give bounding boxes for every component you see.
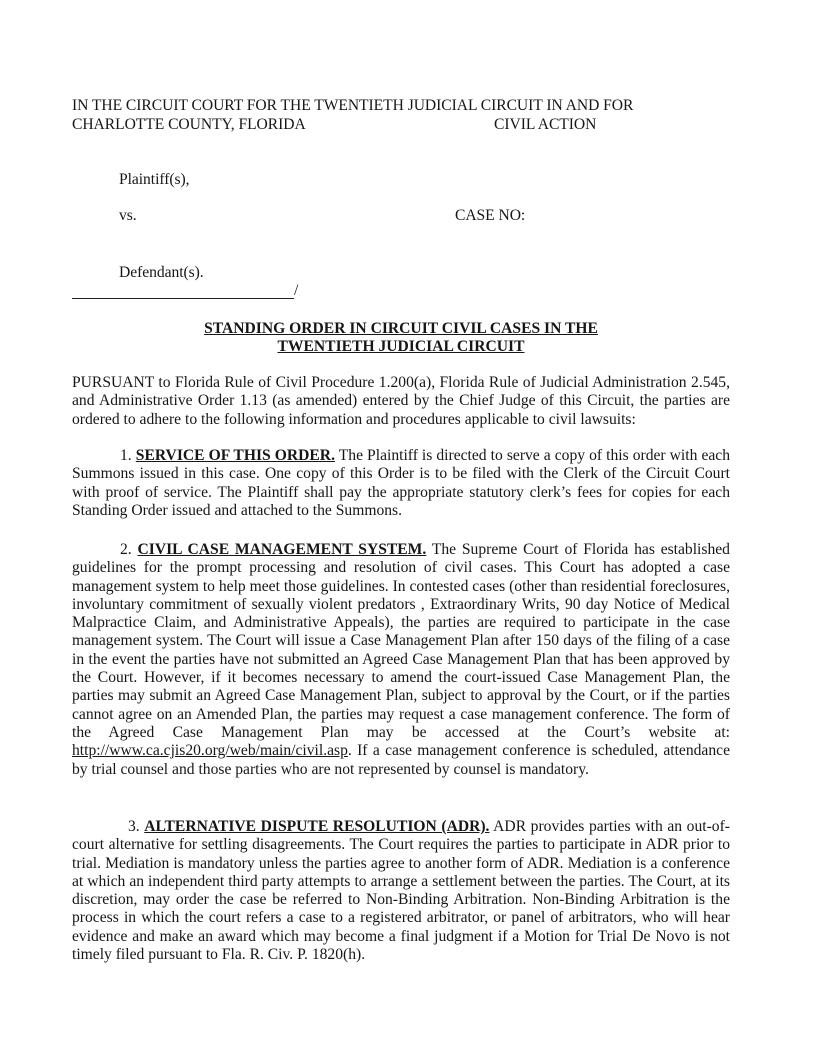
caption-court-line: IN THE CIRCUIT COURT FOR THE TWENTIETH JUDICIAL CIRCUIT IN AND FOR <box>72 97 634 114</box>
section-3-number: 3. <box>128 818 140 835</box>
section-case-management <box>72 541 730 779</box>
section-adr <box>72 818 730 964</box>
signature-rule <box>72 298 294 299</box>
section-2-heading: CIVIL CASE MANAGEMENT SYSTEM. <box>137 541 427 558</box>
section-2-body-after: . If a case management conference is scheduled, attendance by trial counsel and those parties who are not represented by counsel is mandatory. <box>72 742 730 778</box>
defendant-label: Defendant(s). <box>119 264 204 281</box>
order-title-line-1: STANDING ORDER IN CIRCUIT CIVIL CASES IN THE <box>204 320 598 337</box>
section-2-number: 2. <box>120 541 132 558</box>
intro-paragraph: PURSUANT to Florida Rule of Civil Procedure 1.200(a), Florida Rule of Judicial Administration 2.545, and Administrative Order 1.13 (as amended) entered by the Chief Judge of this Circuit, the parties are ordered to adhere to the following information and procedures applicable to civil lawsuits: <box>72 374 730 428</box>
caption-county: CHARLOTTE COUNTY, FLORIDA <box>72 116 306 133</box>
section-1-body: The Plaintiff is directed to serve a copy of this order with each Summons issued in this case. One copy of this Order is to be filed with the Clerk of the Circuit Court with proof of service. The Plaintiff shall pay the appropriate statutory clerk’s fees for copies for each Standing Order issued and attached to the Summons. <box>72 447 731 519</box>
section-3-body: ADR provides parties with an out-of-court alternative for settling disagreements. The Court requires the parties to participate in ADR prior to trial. Mediation is mandatory unless the parties agree to another form of ADR. Mediation is a conference at which an independent third party attempts to arrange a settlement between the parties. The Court, at its discretion, may order the case be referred to Non-Binding Arbitration. Non-Binding Arbitration is the process in which the court refers a case to a registered arbitrator, or panel of arbitrators, who will hear evidence and make an award which may become a final judgment if a Motion for Trial De Novo is not timely filed pursuant to Fla. R. Civ. P. 1820(h). <box>72 818 730 964</box>
versus-label: vs. <box>119 207 137 224</box>
section-1-heading: SERVICE OF THIS ORDER. <box>135 447 335 464</box>
order-title-line-2: TWENTIETH JUDICIAL CIRCUIT <box>277 338 525 355</box>
caption-civil-action: CIVIL ACTION <box>494 116 597 133</box>
case-number-label: CASE NO: <box>455 207 526 224</box>
civil-website-link[interactable]: http://www.ca.cjis20.org/web/main/civil.asp <box>72 742 348 760</box>
section-service <box>72 447 730 520</box>
section-3-heading: ALTERNATIVE DISPUTE RESOLUTION (ADR). <box>144 818 490 835</box>
section-1-number: 1. <box>120 447 132 464</box>
section-2-body: The Supreme Court of Florida has established guidelines for the prompt processing and resolution of civil cases. This Court has adopted a case management system to help meet those guidelines. In contested cases (other than residential foreclosures, involuntary commitment of sexually violent predators , Extraordinary Writs, 90 day Notice of Medical Malpractice Claim, and Administrative Appeals), the parties are required to participate in the case management system. The Court will issue a Case Management Plan after 150 days of the filing of a case in the event the parties have not submitted an Agreed Case Management Plan that has been approved by the Court. However, if it becomes necessary to amend the court-issued Case Management Plan, the parties may submit an Agreed Case Management Plan, subject to approval by the Court, or if the parties cannot agree on an Amended Plan, the parties may request a case management conference. The form of the Agreed Case Management Plan may be accessed at the Court’s website at: <box>72 541 730 741</box>
plaintiff-label: Plaintiff(s), <box>119 171 190 188</box>
rule-slash: / <box>294 282 299 299</box>
